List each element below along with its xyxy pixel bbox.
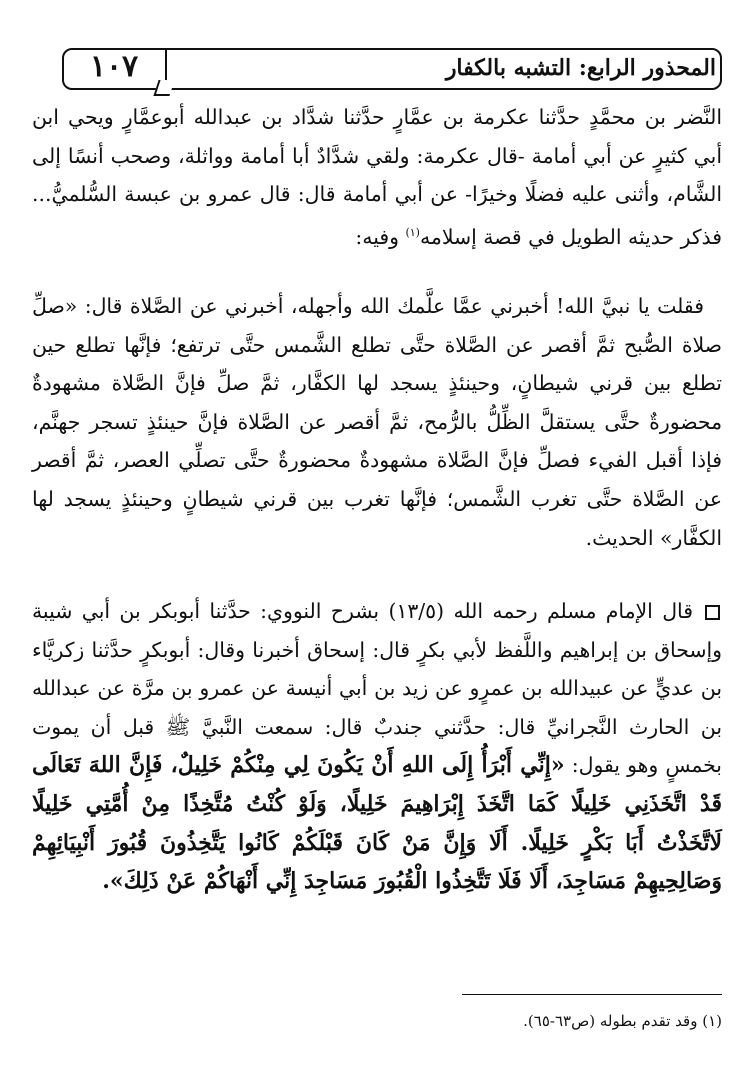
footnote-1: (١) وقد تقدم بطوله (ص٦٣-٦٥). (523, 1012, 722, 1030)
page-number: ١٠٧ (89, 49, 139, 84)
hadith-quote: «إِنِّي أَبْرَأُ إِلَى اللهِ أَنْ يَكُونَ لِي مِنْكُمْ خَلِيلٌ، فَإِنَّ اللهَ تَعَالَى قَدْ اتَّخَذَنِي خَلِيلًا كَمَا اتَّخَذَ إِبْرَاهِيمَ خَلِيلًا، وَلَوْ كُنْتُ مُتَّخِذًا مِنْ أُمَّتِي خَلِيلًا لَاتَّخَذْتُ أَبَا بَكْرٍ خَلِيلًا. أَلَا وَإِنَّ مَنْ كَانَ قَبْلَكُمْ كَانُوا يَتَّخِذُونَ قُبُورَ أَنْبِيَائِهِمْ وَصَالِحِيهِمْ مَسَاجِدَ، أَلَا فَلَا تَتَّخِذُوا الْقُبُورَ مَسَاجِدَ إِنِّي أَنْهَاكُمْ عَنْ ذَلِكَ». (32, 752, 722, 895)
paragraph-hadith-prayer (32, 287, 722, 557)
paragraph-muslim-intro: قال الإمام مسلم رحمه الله (١٣/٥) بشرح النووي: حدَّثنا أبوبكر بن أبي شيبة وإسحاق بن إبراهيم واللَّفظ لأبي بكرٍ قال: إسحاق أخبرنا وقال: أبوبكرٍ حدَّثنا زكريَّاء بن عديٍّ عن عبيدالله بن عمرٍو عن زيد بن أبي أنيسة عن عمرو بن مرَّة عن عبدالله بن الحارث النَّجرانيِّ قال: حدَّثني جندبٌ قال: سمعت النَّبيَّ ﷺ قبل أن يموت بخمسٍ وهو يقول: (32, 599, 722, 778)
footnote-ref: (١) (405, 225, 420, 239)
paragraph-muslim-narration (32, 592, 722, 901)
paragraph-isnad-end: وفيه: (355, 224, 406, 249)
running-title: المحذور الرابع: التشبه بالكفار (445, 55, 716, 81)
paragraph-isnad (32, 98, 722, 256)
paragraph-hadith-prayer-text: فقلت يا نبيَّ الله! أخبرني عمَّا علَّمك الله وأجهله، أخبرني عن الصَّلاة قال: «صلِّ صلاة الصُّبح ثمَّ أقصر عن الصَّلاة حتَّى تطلع الشَّمس حتَّى ترتفع؛ فإنَّها تطلع حين تطلع بين قرني شيطانٍ، وحينئذٍ يسجد لها الكفَّار، ثمَّ صلِّ فإنَّ الصَّلاة مشهودةٌ محضورةٌ حتَّى يستقلَّ الظِّلُّ بالرُّمح، ثمَّ أقصر عن الصَّلاة فإنَّ حينئذٍ تسجر جهنَّم، فإذا أقبل الفيء فصلِّ فإنَّ الصَّلاة مشهودةٌ محضورةٌ حتَّى تصلِّي العصر، ثمَّ أقصر عن الصَّلاة حتَّى تغرب الشَّمس؛ فإنَّها تغرب بين قرني شيطانٍ وحينئذٍ يسجد لها الكفَّار» الحديث. (32, 294, 722, 550)
paragraph-isnad-text: النَّضر بن محمَّدٍ حدَّثنا عكرمة بن عمَّارٍ حدَّثنا شدَّاد بن عبدالله أبوعمَّارٍ ويحي ابن أبي كثيرٍ عن أبي أمامة -قال عكرمة: ولقي شدَّادٌ أبا أمامة وواثلة، وصحب أنسًا إلى الشَّام، وأثنى عليه فضلًا وخيرًا- عن أبي أمامة قال: قال عمرو بن عبسة السُّلميُّ... فذكر حديثه الطويل في قصة إسلامه (32, 105, 722, 249)
footnote-separator (462, 994, 722, 995)
section-marker-box (705, 605, 720, 620)
